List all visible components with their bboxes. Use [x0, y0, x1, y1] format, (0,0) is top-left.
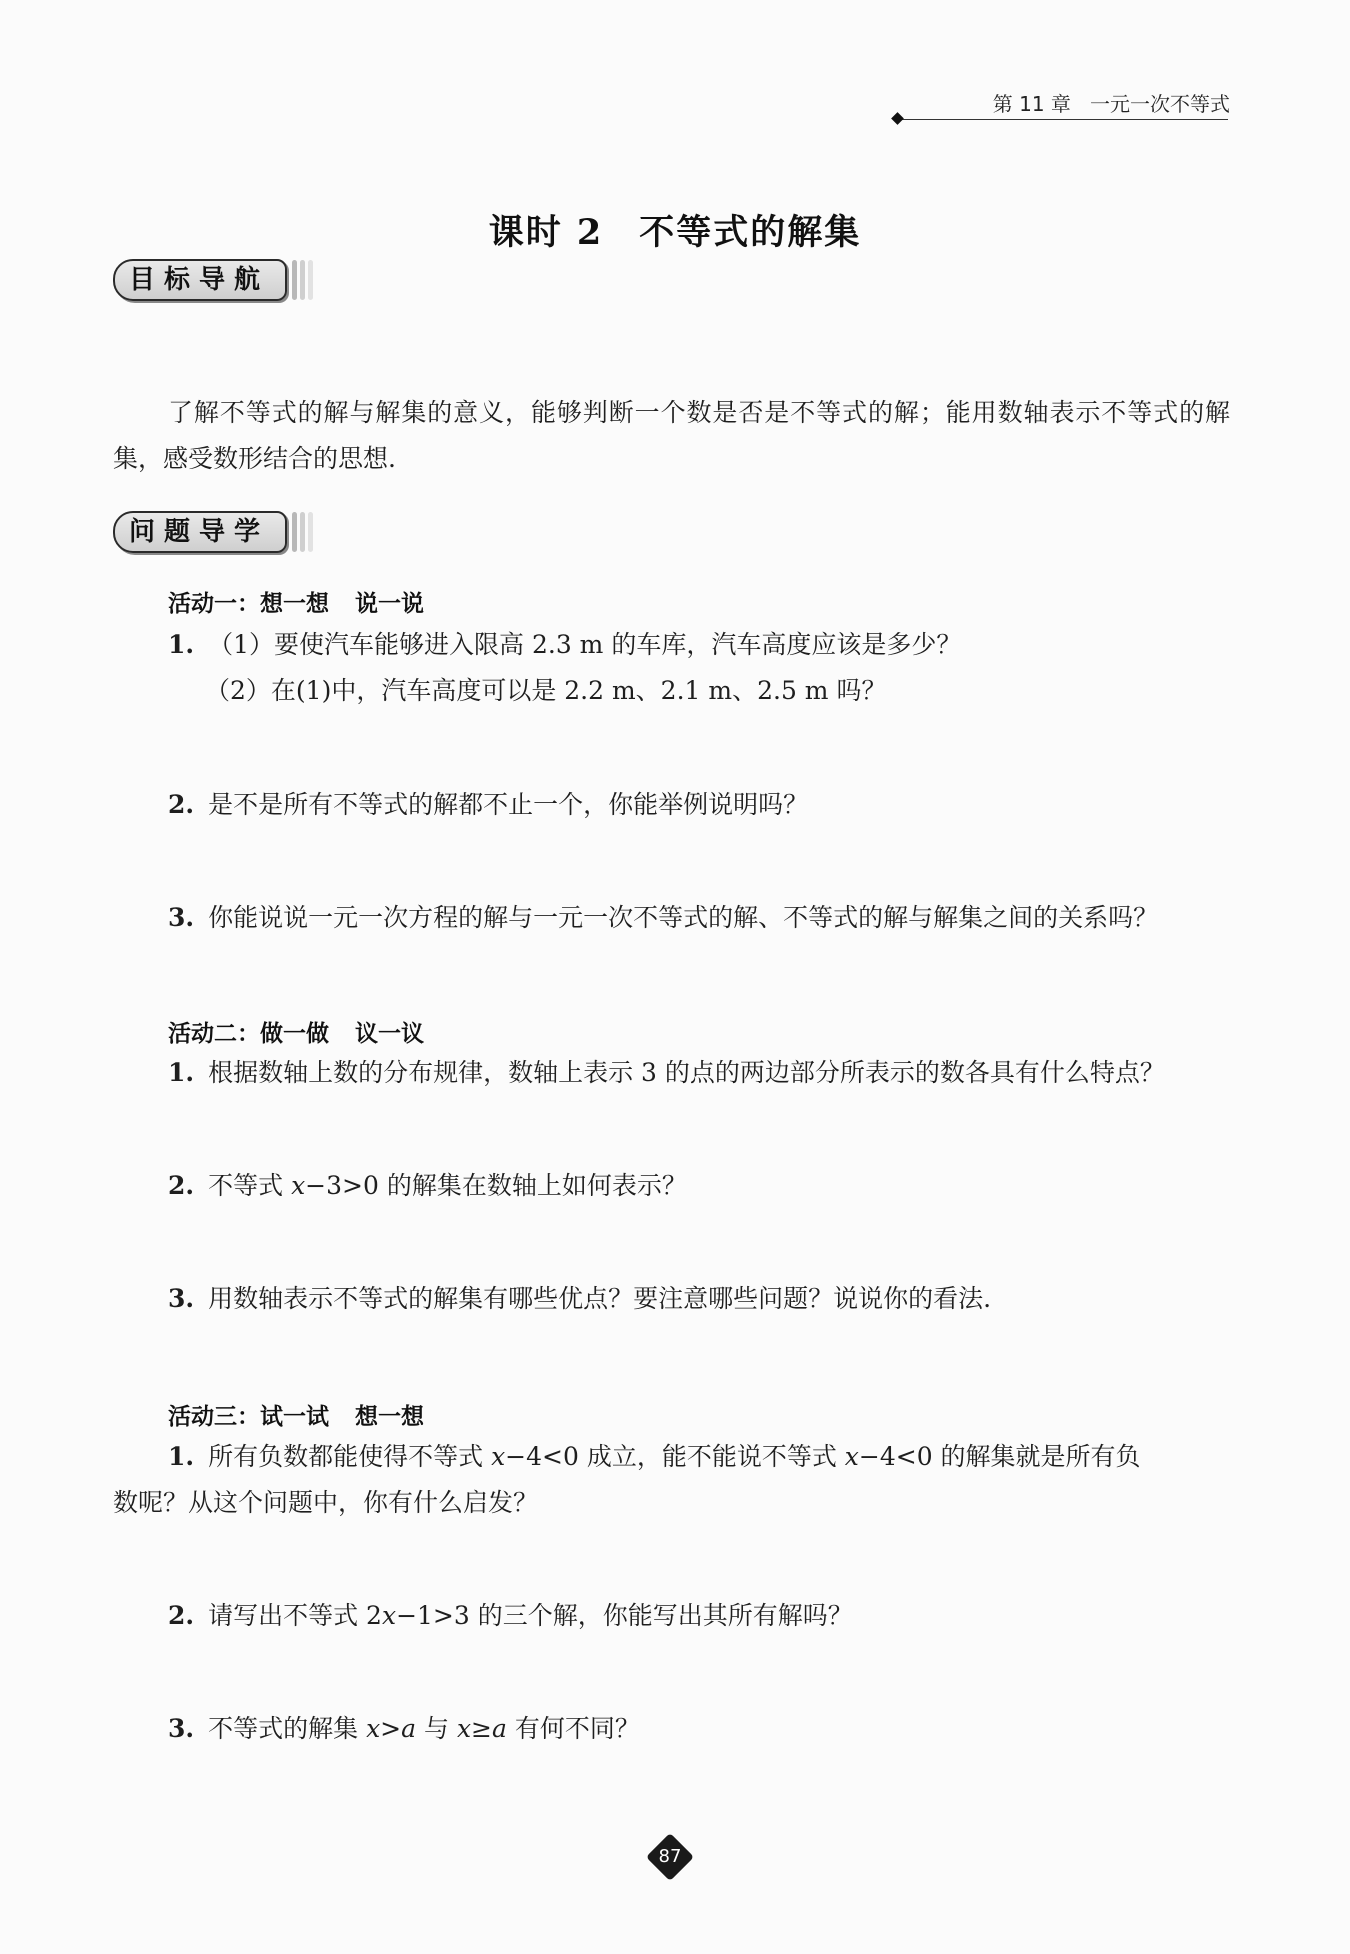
lesson-title: [0, 205, 1350, 255]
chapter-number: 第 11 章: [992, 92, 1071, 116]
running-header: [975, 88, 1230, 117]
activity-3-title-b: 想一想: [355, 1404, 424, 1430]
question-number: 3.: [168, 1714, 195, 1743]
math-variable: x: [491, 1442, 506, 1471]
activity-3-title-a: 活动三：试一试: [168, 1404, 329, 1430]
math-variable: x: [366, 1714, 381, 1743]
question-number: 2.: [168, 1601, 195, 1630]
header-rule: [898, 119, 1228, 120]
question-text: 请写出不等式 2: [208, 1601, 382, 1630]
activity-1-question-1-sub-2: （2）在(1)中，汽车高度可以是 2.2 m、2.1 m、2.5 m 吗？: [205, 676, 887, 705]
math-operator: ≥: [471, 1714, 492, 1743]
question-text: 不等式: [208, 1171, 292, 1200]
tab-fade-decoration: [289, 512, 313, 552]
activity-3-heading: [168, 1398, 424, 1431]
activity-3-question-1-continued: 数呢？从这个问题中，你有什么启发？: [113, 1488, 539, 1517]
question-number: 1.: [168, 630, 195, 659]
math-variable: a: [401, 1714, 417, 1743]
goals-text: 了解不等式的解与解集的意义，能够判断一个数是否是不等式的解；能用数轴表示不等式的解集，感受数形结合的思想.: [113, 398, 1230, 473]
activity-3-question-3: [168, 1706, 1230, 1752]
activity-1-question-1: [168, 622, 1230, 668]
activity-1-question-2: [168, 782, 1230, 828]
question-text: −4<0 的解集就是所有负: [858, 1442, 1141, 1471]
activity-1-heading: [168, 585, 424, 618]
page-number-badge: [646, 1833, 694, 1881]
question-text: 你能说说一元一次方程的解与一元一次不等式的解、不等式的解与解集之间的关系吗？: [208, 903, 1159, 932]
question-text: 所有负数都能使得不等式: [208, 1442, 492, 1471]
question-text: 用数轴表示不等式的解集有哪些优点？要注意哪些问题？说说你的看法.: [208, 1284, 992, 1313]
math-variable: x: [844, 1442, 859, 1471]
question-text: （1）要使汽车能够进入限高 2.3 m 的车库，汽车高度应该是多少？: [208, 630, 962, 659]
page-number: 87: [658, 1846, 682, 1867]
question-number: 2.: [168, 790, 195, 819]
question-number: 3.: [168, 903, 195, 932]
question-text: 根据数轴上数的分布规律，数轴上表示 3 的点的两边部分所表示的数各具有什么特点？: [208, 1058, 1165, 1087]
question-number: 3.: [168, 1284, 195, 1313]
math-variable: x: [456, 1714, 472, 1743]
question-text: −3>0 的解集在数轴上如何表示？: [305, 1171, 687, 1200]
lesson-name: 不等式的解集: [639, 212, 862, 253]
section-label-goals: 目标导航: [113, 259, 287, 301]
math-variable: x: [291, 1171, 306, 1200]
activity-2-question-2: [168, 1163, 1230, 1209]
question-text: 有何不同？: [506, 1714, 640, 1743]
diamond-icon: [891, 112, 904, 125]
activity-2-question-1: [168, 1050, 1230, 1096]
section-label-guide: 问题导学: [113, 511, 287, 553]
question-text: −1>3 的三个解，你能写出其所有解吗？: [396, 1601, 853, 1630]
question-number: 2.: [168, 1171, 195, 1200]
activity-1-question-3: [168, 895, 1230, 941]
activity-3-question-1: [168, 1434, 1230, 1480]
activity-3-question-2: [168, 1593, 1230, 1639]
lesson-number: 课时 2: [488, 212, 604, 253]
section-tab-guide: [113, 510, 313, 554]
tab-fade-decoration: [289, 260, 313, 300]
activity-1-title-b: 说一说: [355, 591, 424, 617]
math-operator: >: [380, 1714, 402, 1743]
activity-2-heading: [168, 1015, 424, 1048]
activity-2-title-b: 议一议: [355, 1021, 424, 1047]
activity-2-title-a: 活动二：做一做: [168, 1021, 329, 1047]
question-number: 1.: [168, 1058, 195, 1087]
question-text: 是不是所有不等式的解都不止一个，你能举例说明吗？: [208, 790, 809, 819]
activity-2-question-3: [168, 1276, 1230, 1322]
question-number: 1.: [168, 1442, 195, 1471]
question-text: 与: [416, 1714, 457, 1743]
chapter-title: 一元一次不等式: [1090, 92, 1230, 116]
question-text: 不等式的解集: [208, 1714, 367, 1743]
math-variable: x: [381, 1601, 397, 1630]
math-variable: a: [492, 1714, 507, 1743]
activity-1-title-a: 活动一：想一想: [168, 591, 329, 617]
question-text: −4<0 成立，能不能说不等式: [505, 1442, 845, 1471]
section-tab-goals: [113, 258, 313, 302]
